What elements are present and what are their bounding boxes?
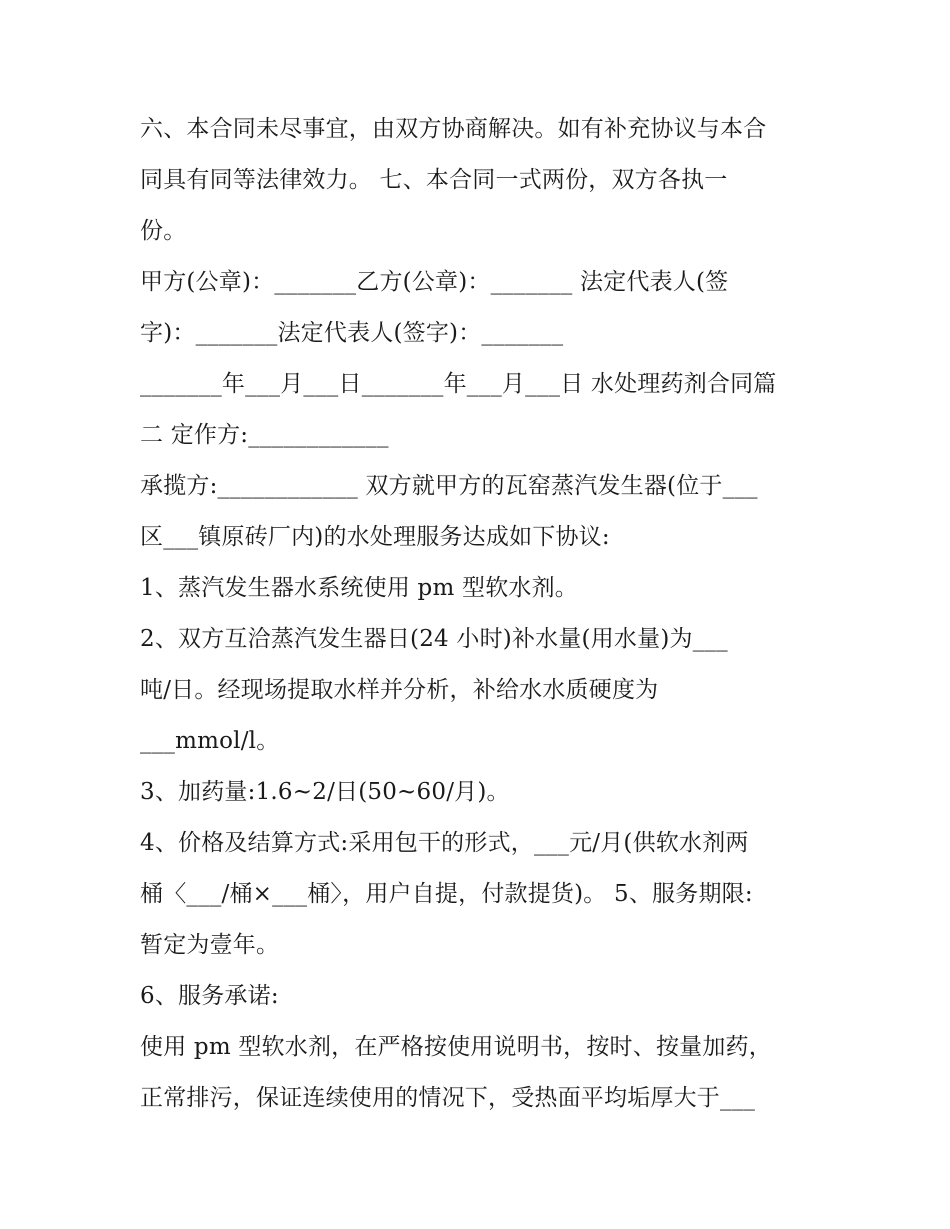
text-line: 份。 [140,218,187,244]
text-line: 二 定作方:____________ [140,422,389,448]
text-line: 4、价格及结算方式:采用包干的形式，___元/月(供软水剂两 [140,830,749,856]
text-line: 3、加药量:1.6~2/日(50~60/月)。 [140,779,510,805]
text-line: 吨/日。经现场提取水样并分析，补给水水质硬度为 [140,677,659,703]
text-line: 使用 pm 型软水剂，在严格按使用说明书，按时、按量加药， [140,1034,772,1060]
text-line: 2、双方互洽蒸汽发生器日(24 小时)补水量(用水量)为___ [140,626,728,652]
text-line: 正常排污，保证连续使用的情况下，受热面平均垢厚大于___ [140,1085,756,1111]
text-line: 暂定为壹年。 [140,932,280,958]
text-line: 承揽方:____________ 双方就甲方的瓦窑蒸汽发生器(位于___ [140,473,758,499]
text-line: 字)：_______法定代表人(签字)：_______ [140,320,564,346]
text-line: 6、服务承诺: [140,983,279,1009]
text-line: 区___镇原砖厂内)的水处理服务达成如下协议: [140,524,610,550]
text-line: ___mmol/l。 [140,728,280,754]
text-line: 六、本合同未尽事宜，由双方协商解决。如有补充协议与本合 [140,116,767,142]
text-line: 甲方(公章)：_______乙方(公章)：_______ 法定代表人(签 [140,269,729,295]
document-body [140,104,820,1124]
text-line: 1、蒸汽发生器水系统使用 pm 型软水剂。 [140,575,578,601]
text-line: _______年___月___日_______年___月___日 水处理药剂合同篇 [140,371,777,397]
text-line: 桶〈___/桶×___桶〉，用户自提，付款提货)。 5、服务期限: [140,881,753,907]
text-line: 同具有同等法律效力。 七、本合同一式两份，双方各执一 [140,167,728,193]
